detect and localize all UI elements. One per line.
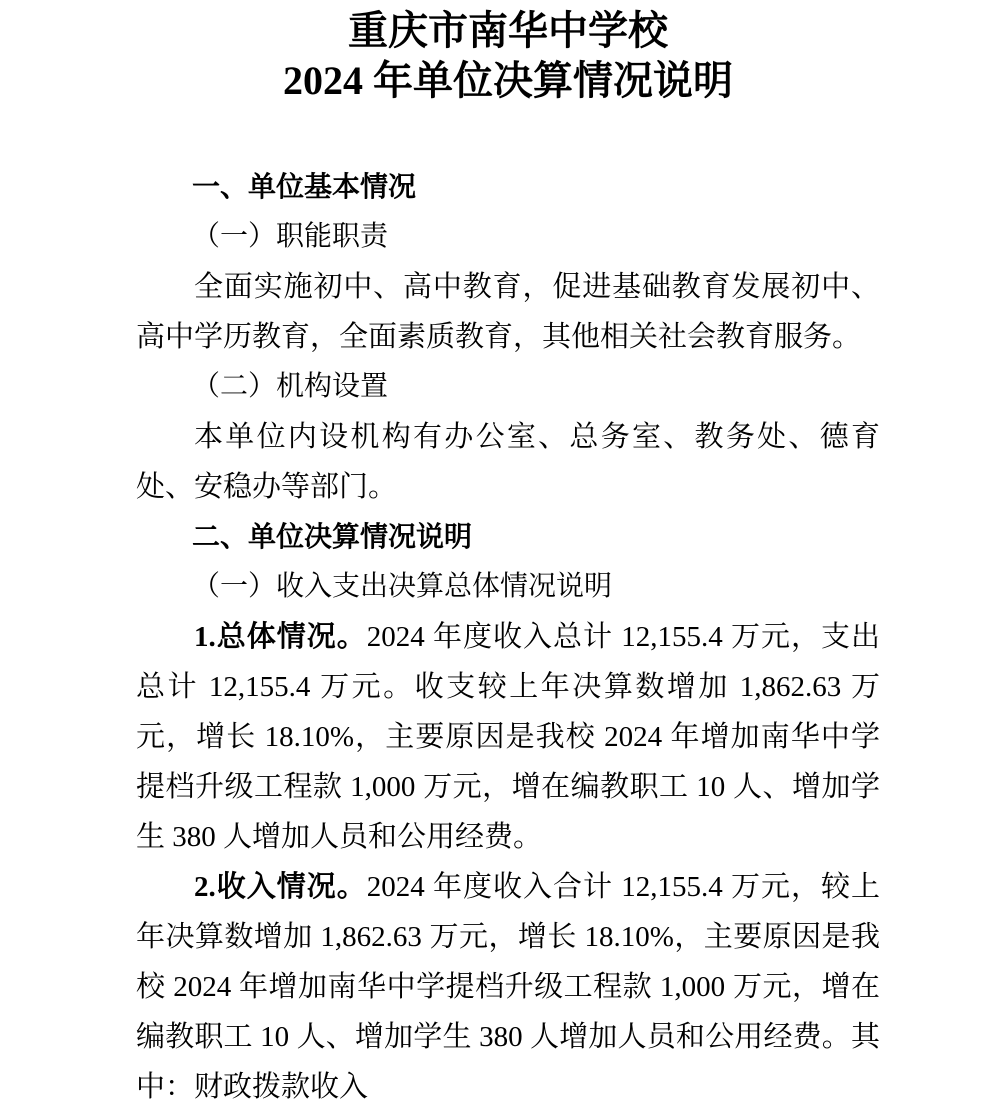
subsection-1-2-heading: （二）机构设置 (192, 371, 389, 402)
document-title-line2: 2024 年单位决算情况说明 (283, 58, 733, 103)
subsection-1-1-heading: （一）职能职责 (192, 221, 389, 252)
subsection-2-1-heading: （一）收入支出决算总体情况说明 (192, 571, 613, 602)
paragraph-income-body: 2024 年度收入合计 12,155.4 万元，较上年决算数增加 1,862.63 万元，增长 18.10%，主要原因是我校 2024 年增加南华中学提档升级工程款 1,000 万元，增在编教职工 10 人、增加学生 380 人增加人员和公用经费。其中：财政拨款收入 (136, 871, 880, 1103)
paragraph-overall-lead: 1.总体情况。 (194, 621, 367, 653)
paragraph-overall (136, 612, 880, 862)
document-title-line1: 重庆市南华中学校 (348, 8, 668, 53)
paragraph-overall-body: 2024 年度收入总计 12,155.4 万元，支出总计 12,155.4 万元。收支较上年决算数增加 1,862.63 万元，增长 18.10%，主要原因是我校 2024 年增加南华中学提档升级工程款 1,000 万元，增在编教职工 10 人、增加学生 380 人增加人员和公用经费。 (136, 621, 880, 853)
paragraph-income-lead: 2.收入情况。 (194, 871, 367, 903)
section-1-heading: 一、单位基本情况 (192, 171, 417, 202)
paragraph-organization: 本单位内设机构有办公室、总务室、教务处、德育处、安稳办等部门。 (136, 421, 880, 503)
section-2-heading: 二、单位决算情况说明 (192, 521, 473, 552)
paragraph-duties: 全面实施初中、高中教育，促进基础教育发展初中、高中学历教育，全面素质教育，其他相关社会教育服务。 (136, 271, 880, 353)
paragraph-income (136, 862, 880, 1112)
